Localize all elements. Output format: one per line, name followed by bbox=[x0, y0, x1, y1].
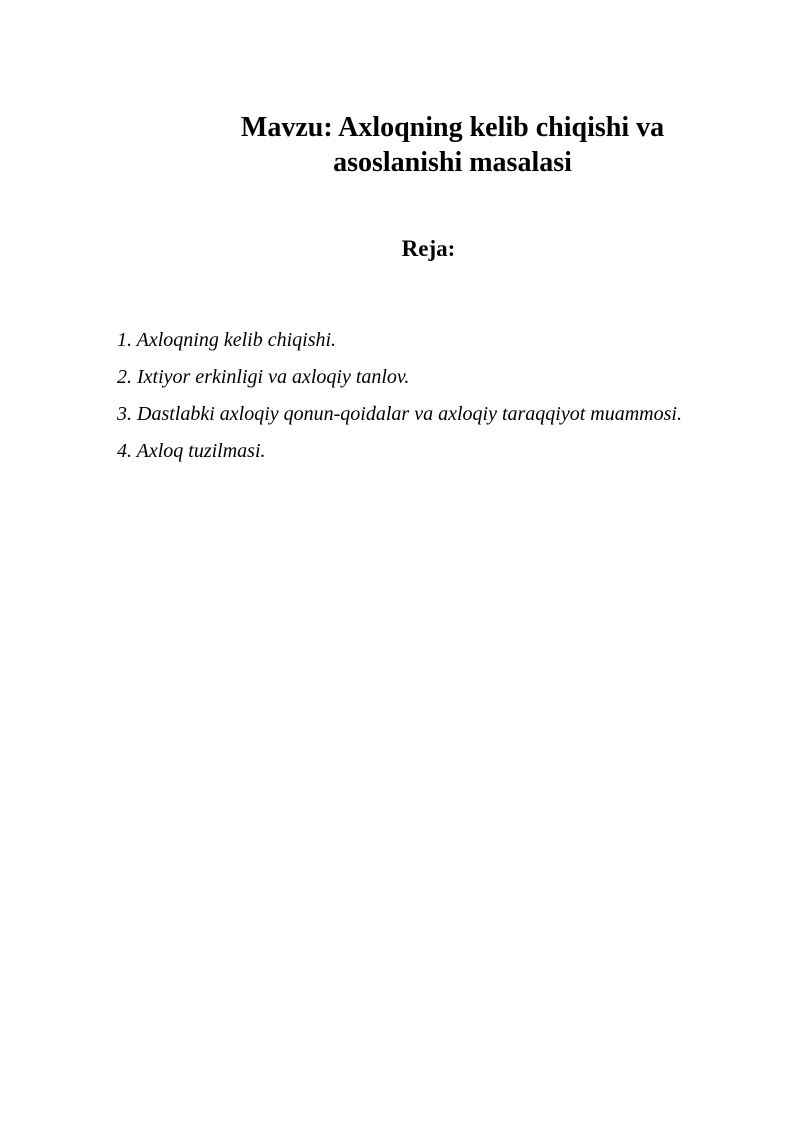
plan-item-4: 4. Axloq tuzilmasi. bbox=[117, 440, 266, 462]
plan-heading: Reja: bbox=[401, 236, 456, 261]
plan-list bbox=[117, 325, 682, 473]
plan-item-1: 1. Axloqning kelib chiqishi. bbox=[117, 329, 337, 351]
document-title-line-1: Mavzu: Axloqning kelib chiqishi va bbox=[240, 112, 665, 143]
document-title-line-2: asoslanishi masalasi bbox=[333, 147, 572, 178]
plan-item-3: 3. Dastlabki axloqiy qonun-qoidalar va axloqiy taraqqiyot muammosi. bbox=[117, 403, 682, 425]
document-title bbox=[180, 110, 725, 180]
plan-item-2: 2. Ixtiyor erkinligi va axloqiy tanlov. bbox=[117, 366, 410, 388]
